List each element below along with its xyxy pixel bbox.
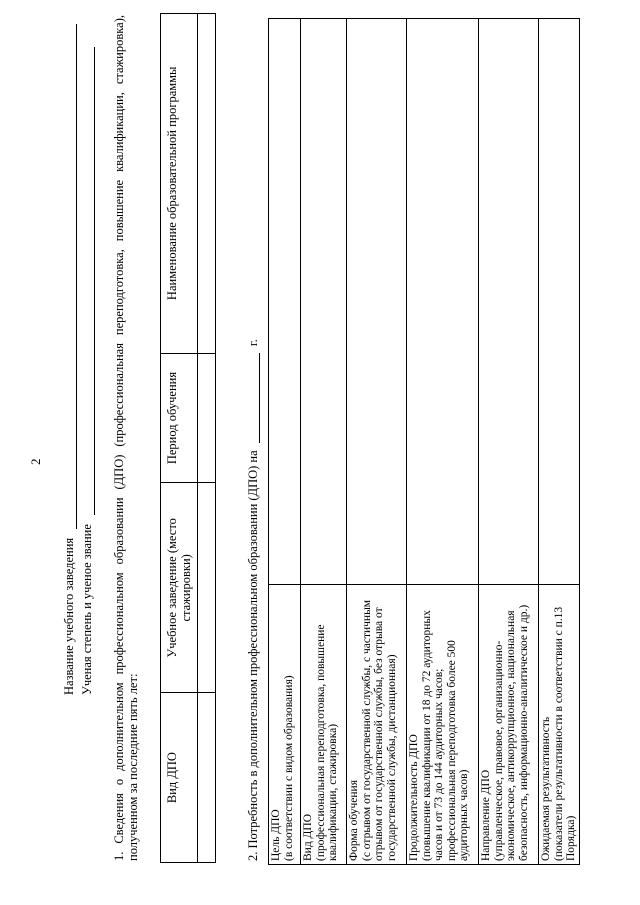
row-value-cell[interactable]	[301, 19, 347, 585]
section2-suffix: г.	[246, 339, 260, 347]
col-header: Вид ДПО	[161, 693, 198, 863]
year-input-line[interactable]	[247, 353, 260, 443]
row-desc: (показатели результативности в соответствии с п.13 Порядка)	[552, 606, 578, 861]
row-label	[479, 585, 539, 865]
row-title: Ожидаемая результативность	[540, 716, 552, 861]
row-value-cell[interactable]	[269, 19, 301, 585]
row-value-cell[interactable]	[407, 19, 479, 585]
table-cell[interactable]	[198, 483, 216, 693]
row-title: Форма обучения	[348, 780, 360, 861]
table-row	[539, 19, 580, 865]
row-label	[301, 585, 347, 865]
institution-field	[62, 24, 77, 695]
table-cell[interactable]	[198, 353, 216, 483]
dpo-history-table	[160, 13, 216, 863]
table-row	[407, 19, 479, 865]
degree-label: Ученая степень и ученое звание	[80, 524, 94, 695]
table-cell[interactable]	[198, 14, 216, 354]
institution-input-line[interactable]	[64, 24, 77, 529]
institution-label: Название учебного заведения	[62, 537, 76, 695]
row-title: Цель ДПО	[270, 809, 282, 861]
table-row	[301, 19, 347, 865]
page-number: 2	[28, 458, 43, 465]
table-row	[269, 19, 301, 865]
row-desc: (управленческое, правовое, организационно-экономическое, антикоррупционное, национальная безопасность, информационно-аналитическое и др.)	[492, 604, 530, 861]
section1-text: 1. Сведения о дополнительном профессиональном образовании (ДПО) (профессиональная переподготовка, повышение квалификации, стажировка), полученном за последние пять лет:	[112, 15, 140, 861]
row-label	[407, 585, 479, 865]
section2-text	[246, 339, 260, 861]
degree-field	[80, 47, 95, 695]
row-value-cell[interactable]	[479, 19, 539, 585]
table-row	[479, 19, 539, 865]
row-title: Направление ДПО	[480, 769, 492, 861]
col-header: Учебное заведение (место стажировки)	[161, 483, 198, 693]
table-row	[198, 14, 216, 863]
degree-input-line[interactable]	[82, 47, 95, 515]
col-header: Период обучения	[161, 353, 198, 483]
table-cell[interactable]	[198, 693, 216, 863]
col-header: Наименование образовательной программы	[161, 14, 198, 354]
table-header-row	[161, 14, 198, 863]
row-value-cell[interactable]	[347, 19, 407, 585]
row-desc: (повышение квалификации от 18 до 72 аудиторных часов и от 73 до 144 аудиторных часов; профессиональная переподготовка более 500 аудиторных часов)	[420, 610, 471, 861]
dpo-needs-table	[268, 18, 580, 865]
row-desc: (в соответствии с видом образования)	[282, 675, 295, 861]
row-label	[539, 585, 580, 865]
row-title: Вид ДПО	[302, 813, 314, 861]
row-desc: (с отрывом от государственной службы, с частичным отрывом от государственной службы, без отрыва от государственной службы, дистанционная)	[360, 599, 398, 861]
row-title: Продолжительность ДПО	[408, 734, 420, 861]
row-label	[347, 585, 407, 865]
row-label	[269, 585, 301, 865]
table-row	[347, 19, 407, 865]
row-desc: (профессиональная переподготовка, повышение квалификации, стажировка)	[314, 624, 340, 861]
section2-prefix: 2. Потребность в дополнительном профессиональном образовании (ДПО) на	[246, 450, 260, 861]
row-value-cell[interactable]	[539, 19, 580, 585]
